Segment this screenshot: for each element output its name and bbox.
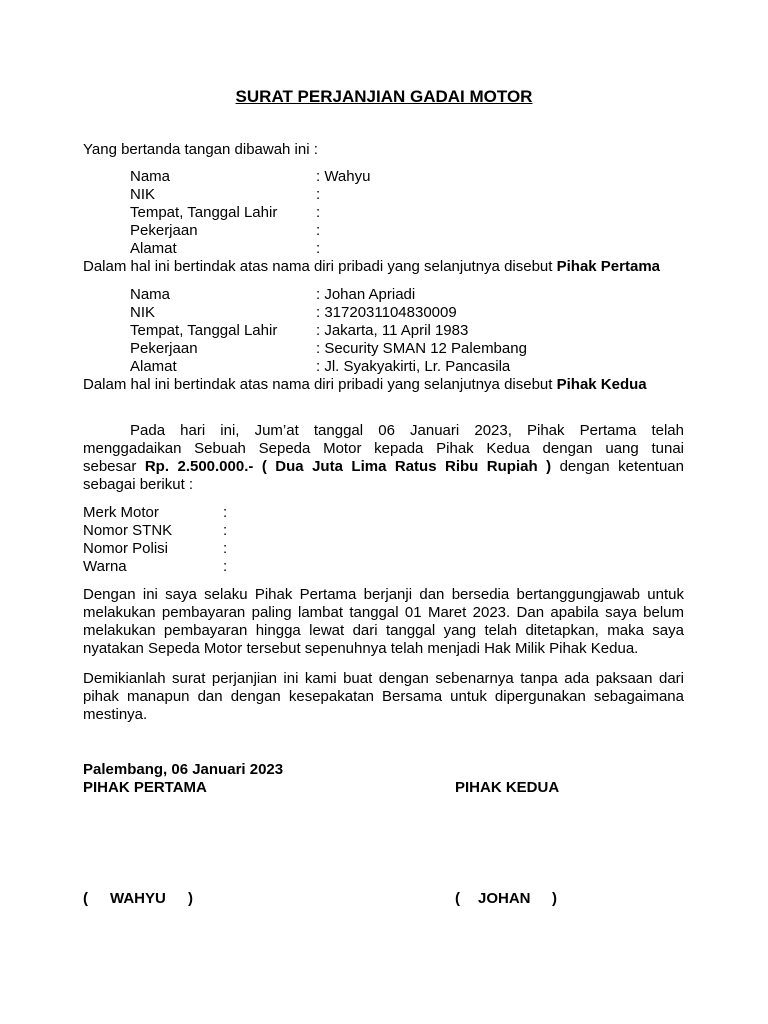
field-label: Pekerjaan [130, 222, 198, 239]
promise-line-4: nyatakan Sepeda Motor tersebut sepenuhnya telah menjadi Hak Milik Pihak Kedua. [83, 640, 639, 657]
field-value: : [223, 522, 228, 539]
field-value: : Johan Apriadi [316, 286, 416, 303]
statement-text: Dalam hal ini bertindak atas nama diri pribadi yang selanjutnya disebut [83, 376, 557, 393]
closing-line-1: Demikianlah surat perjanjian ini kami buat dengan sebenarnya tanpa ada paksaan dari [83, 670, 684, 687]
field-label: Warna [83, 558, 127, 575]
field-label: Nama [130, 168, 171, 185]
agreement-line-4: sebagai berikut : [83, 476, 194, 493]
field-label: Nomor Polisi [83, 540, 169, 557]
paren-close: ) [552, 890, 557, 907]
signer-name: WAHYU [110, 890, 166, 907]
paren-close: ) [188, 890, 193, 907]
field-value: : [316, 186, 321, 203]
party1-heading: PIHAK PERTAMA [83, 779, 207, 796]
field-label: NIK [130, 304, 156, 321]
field-label: Merk Motor [83, 504, 159, 521]
field-label: Pekerjaan [130, 340, 198, 357]
field-value: : [316, 222, 321, 239]
agreement-amount: Rp. 2.500.000.- ( Dua Juta Lima Ratus Ribu Rupiah ) [144, 458, 552, 475]
signer-name: JOHAN [478, 890, 531, 907]
party2-statement [83, 376, 647, 394]
closing-paragraph [83, 670, 684, 724]
place-date: Palembang, 06 Januari 2023 [83, 761, 284, 778]
document-title: SURAT PERJANJIAN GADAI MOTOR [235, 87, 533, 106]
paren-open: ( [455, 890, 460, 907]
party2-heading: PIHAK KEDUA [455, 779, 560, 796]
field-label: Tempat, Tanggal Lahir [130, 322, 278, 339]
field-label: Alamat [130, 358, 177, 375]
paren-open: ( [83, 890, 88, 907]
field-value: : Security SMAN 12 Palembang [316, 340, 527, 357]
agreement-post: dengan ketentuan [559, 458, 684, 475]
field-label: NIK [130, 186, 156, 203]
closing-line-3: mestinya. [83, 706, 148, 723]
field-value: : [223, 540, 228, 557]
field-label: Nama [130, 286, 171, 303]
field-value: : Jakarta, 11 April 1983 [316, 322, 469, 339]
agreement-paragraph [83, 422, 684, 494]
agreement-line-2: menggadaikan Sebuah Sepeda Motor kepada Pihak Kedua dengan uang tunai [83, 440, 684, 457]
promise-line-3: melakukan pembayaran hingga lewat dari tanggal yang telah ditetapkan, maka saya [83, 622, 684, 639]
party2-signature-name [455, 890, 557, 908]
promise-line-1: Dengan ini saya selaku Pihak Pertama berjanji dan bersedia bertanggungjawab untuk [83, 586, 684, 603]
field-value: : [316, 204, 321, 221]
intro-text: Yang bertanda tangan dibawah ini : [83, 141, 318, 158]
party1-signature-name [83, 890, 193, 908]
statement-text: Dalam hal ini bertindak atas nama diri pribadi yang selanjutnya disebut [83, 258, 557, 275]
promise-paragraph [83, 586, 684, 658]
field-value: : 3172031104830009 [316, 304, 457, 321]
agreement-pre: sebesar [83, 458, 137, 475]
field-value: : Jl. Syakyakirti, Lr. Pancasila [316, 358, 511, 375]
field-label: Alamat [130, 240, 177, 257]
statement-role: Pihak Pertama [556, 258, 660, 275]
agreement-line-1: Pada hari ini, Jum’at tanggal 06 Januari 2023, Pihak Pertama telah [130, 422, 684, 439]
field-value: : [316, 240, 321, 257]
statement-role: Pihak Kedua [556, 376, 647, 393]
agreement-line-3 [83, 458, 684, 476]
party1-statement [83, 258, 660, 276]
field-label: Nomor STNK [83, 522, 173, 539]
field-label: Tempat, Tanggal Lahir [130, 204, 278, 221]
field-value: : [223, 558, 228, 575]
field-value: : [223, 504, 228, 521]
closing-line-2: pihak manapun dan dengan kesepakatan Bersama untuk dipergunakan sebagaimana [83, 688, 684, 705]
field-value: : Wahyu [316, 168, 371, 185]
promise-line-2: melakukan pembayaran paling lambat tanggal 01 Maret 2023. Dan apabila saya belum [83, 604, 684, 621]
